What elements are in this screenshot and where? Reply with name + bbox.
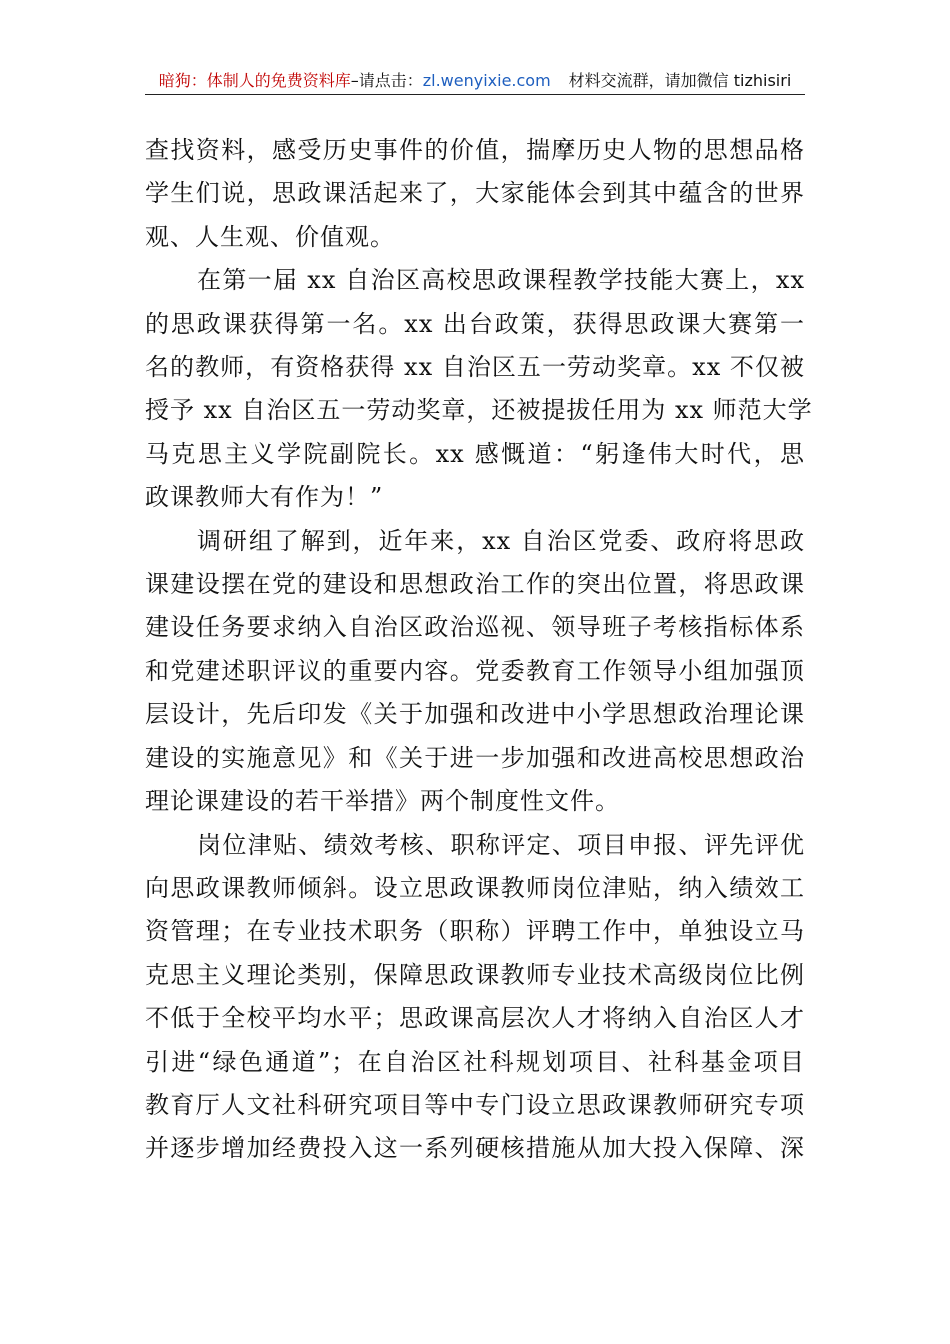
text-line: 课建设摆在党的建设和思想政治工作的突出位置，将思政课 bbox=[145, 570, 805, 599]
header-prompt: –请点击： bbox=[350, 71, 423, 90]
text-line: 建设的实施意见》和《关于进一步加强和改进高校思想政治 bbox=[145, 743, 805, 772]
header-brand: 暗狗：体制人的免费资料库 bbox=[158, 71, 351, 90]
text-line: 授予 xx 自治区五一劳动奖章，还被提拔任用为 xx 师范大学 bbox=[145, 396, 813, 425]
text-line: 的思政课获得第一名。xx 出台政策，获得思政课大赛第一 bbox=[145, 309, 805, 338]
text-line: 建设任务要求纳入自治区政治巡视、领导班子考核指标体系 bbox=[145, 613, 805, 642]
text-line: 不低于全校平均水平；思政课高层次人才将纳入自治区人才 bbox=[145, 1004, 805, 1033]
text-line: 名的教师，有资格获得 xx 自治区五一劳动奖章。xx 不仅被 bbox=[145, 353, 805, 382]
paragraph bbox=[145, 259, 813, 519]
text-line: 查找资料，感受历史事件的价值，揣摩历史人物的思想品格 bbox=[145, 136, 805, 164]
text-line: 向思政课教师倾斜。设立思政课教师岗位津贴，纳入绩效工 bbox=[145, 873, 805, 902]
document-body bbox=[145, 129, 813, 1171]
text-line: 观、人生观、价值观。 bbox=[145, 222, 395, 251]
text-line: 调研组了解到，近年来，xx 自治区党委、政府将思政 bbox=[197, 526, 805, 555]
text-line: 政课教师大有作为！” bbox=[145, 483, 384, 512]
text-line: 岗位津贴、绩效考核、职称评定、项目申报、评先评优 bbox=[197, 830, 805, 859]
page-header bbox=[145, 68, 805, 94]
text-line: 克思主义理论类别，保障思政课教师专业技术高级岗位比例 bbox=[145, 960, 805, 989]
text-line: 教育厅人文社科研究项目等中专门设立思政课教师研究专项 bbox=[145, 1090, 805, 1119]
paragraph bbox=[145, 129, 805, 259]
header-link[interactable]: zl.wenyixie.com bbox=[422, 71, 551, 90]
text-line: 在第一届 xx 自治区高校思政课程教学技能大赛上，xx bbox=[197, 266, 805, 295]
paragraph bbox=[145, 520, 805, 824]
text-line: 马克思主义学院副院长。xx 感慨道：“躬逢伟大时代，思 bbox=[145, 439, 805, 468]
text-line: 层设计，先后印发《关于加强和改进中小学思想政治理论课 bbox=[145, 700, 805, 729]
header-contact: 材料交流群，请加微信 tizhisiri bbox=[568, 71, 792, 90]
text-line: 引进“绿色通道”；在自治区社科规划项目、社科基金项目 bbox=[145, 1047, 805, 1076]
text-line: 并逐步增加经费投入这一系列硬核措施从加大投入保障、深 bbox=[145, 1134, 805, 1163]
header-divider bbox=[145, 94, 805, 95]
paragraph bbox=[145, 824, 805, 1171]
text-line: 和党建述职评议的重要内容。党委教育工作领导小组加强顶 bbox=[145, 656, 805, 685]
text-line: 理论课建设的若干举措》两个制度性文件。 bbox=[145, 787, 620, 816]
text-line: 资管理；在专业技术职务（职称）评聘工作中，单独设立马 bbox=[145, 917, 805, 946]
text-line: 学生们说，思政课活起来了，大家能体会到其中蕴含的世界 bbox=[145, 179, 805, 208]
